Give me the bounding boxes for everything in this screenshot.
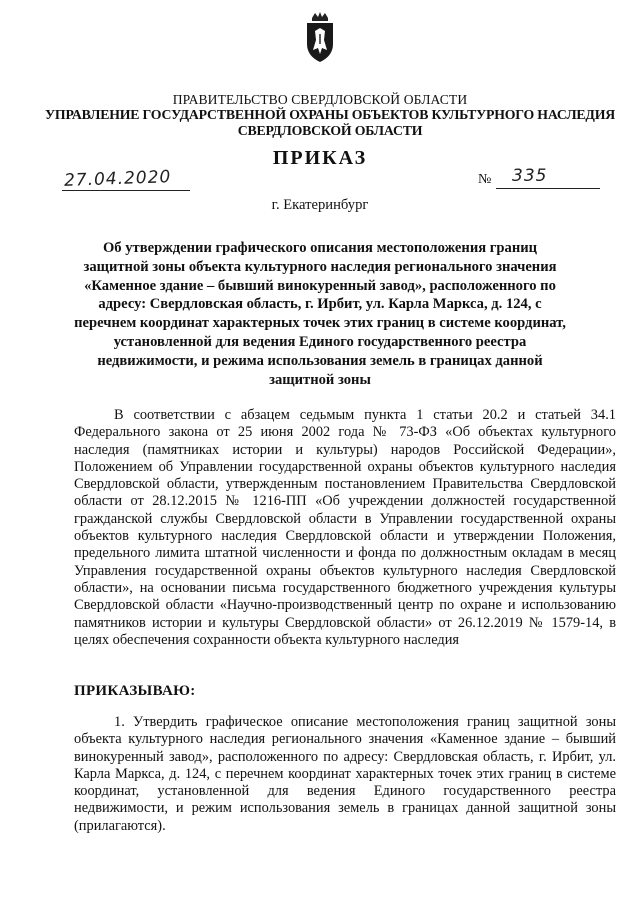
number-sign: № xyxy=(478,172,492,187)
date-underline xyxy=(62,190,190,191)
orders-heading: ПРИКАЗЫВАЮ: xyxy=(74,683,196,699)
number-field xyxy=(496,166,600,189)
date-field xyxy=(62,169,190,191)
order-point-1: 1. Утвердить графическое описание местоположения границ защитной зоны объекта культурного наследия регионального значения «Каменное здание – бывший винокуренный завод», расположенного по адресу: Свердловская область, г. Ирбит, ул. Карла Маркса, д. 124, с перечнем координат характерных точек этих границ в системе координат, установленной для ведения Единого государственного реестра недвижимости, и режим использования земель в границах данной защитной зоны (прилагаются). xyxy=(74,714,616,834)
government-name: ПРАВИТЕЛЬСТВО СВЕРДЛОВСКОЙ ОБЛАСТИ xyxy=(172,92,468,107)
department-name: УПРАВЛЕНИЕ ГОСУДАРСТВЕННОЙ ОХРАНЫ ОБЪЕКТОВ КУЛЬТУРНОГО НАСЛЕДИЯ СВЕРДЛОВСКОЙ ОБЛАСТИ xyxy=(45,107,615,138)
document-title: ПРИКАЗ xyxy=(272,147,368,169)
number-underline xyxy=(496,188,600,189)
order-subject: Об утверждении графического описания местоположения границ защитной зоны объекта культурного наследия регионального значения «Каменное здание – бывший винокуренный завод», расположенного по адресу: Свердловская область, г. Ирбит, ул. Карла Маркса, д. 124, с перечнем координат характерных точек этих границ в системе координат, установленной для ведения Единого государственного реестра недвижимости, и режима использования земель в границах данной защитной зоны xyxy=(74,240,566,388)
handwritten-date: 27.04.2020 xyxy=(63,167,172,191)
sverdlovsk-coat-of-arms-icon xyxy=(303,12,337,64)
city-line: г. Екатеринбург xyxy=(271,197,369,213)
preamble-paragraph: В соответствии с абзацем седьмым пункта 1 статьи 20.2 и статьей 34.1 Федерального закона от 25 июня 2002 года № 73-ФЗ «Об объектах культурного наследия (памятниках истории и культуры) народов Российской Федерации», Положением об Управлении государственной охраны объектов культурного наследия Свердловской области, утвержденным постановлением Правительства Свердловской области от 28.12.2015 № 1216-ПП «Об учреждении должностей государственной гражданской службы Свердловской области в Управлении государственной охраны объектов культурного наследия Свердловской области и утверждении Положения, предельного лимита штатной численности и фонда по должностным окладам в месяц Управления государственной охраны объектов культурного наследия Свердловской области», на основании письма государственного бюджетного учреждения культуры Свердловской области «Научно-производственный центр по охране и использованию памятников истории и культуры Свердловской области» от 26.12.2019 № 1579-14, в целях обеспечения сохранности объекта культурного наследия xyxy=(74,407,616,648)
handwritten-number: 335 xyxy=(512,166,548,186)
